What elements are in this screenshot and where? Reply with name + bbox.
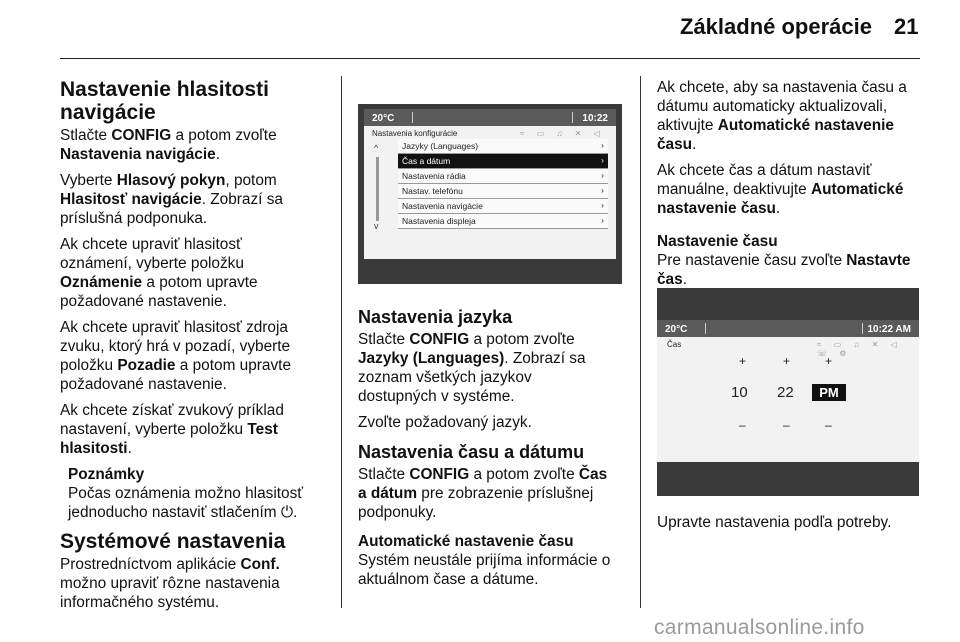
divider [705, 323, 706, 334]
bold-term: Čas [578, 466, 608, 483]
menu-item[interactable] [398, 169, 608, 184]
text: . [293, 504, 298, 521]
divider [862, 323, 863, 334]
column-right [657, 78, 925, 296]
text: zoznam všetkých jazykov [358, 369, 532, 386]
heading-system-settings: Systémové nastavenia [60, 530, 286, 553]
text: Prostredníctvom aplikácie [60, 556, 241, 573]
status-bar [657, 320, 919, 337]
paragraph [358, 330, 632, 406]
text: a potom zvoľte [469, 331, 575, 348]
paragraph [358, 465, 632, 522]
scroll-down-icon[interactable]: v [374, 221, 379, 231]
text: nastavení, vyberte položku [60, 421, 248, 438]
paragraph [60, 235, 332, 311]
column-right-bottom [657, 513, 925, 539]
minute-value: 22 [777, 384, 794, 401]
bold-term: CONFIG [409, 331, 470, 348]
paragraph: Zvoľte požadovaný jazyk. [358, 414, 532, 431]
text: . Zobrazí sa [504, 350, 586, 367]
paragraph: Upravte nastavenia podľa potreby. [657, 514, 892, 531]
paragraph [657, 78, 925, 154]
paragraph [60, 171, 332, 228]
text: . [692, 136, 697, 153]
hour-minus-button[interactable]: – [739, 418, 746, 432]
text: . [682, 271, 687, 288]
chevron-right-icon: › [601, 140, 604, 150]
paragraph [657, 251, 925, 289]
menu-item-label: Jazyky (Languages) [402, 141, 479, 151]
menu-item-label: Nastavenia navigácie [402, 201, 483, 211]
column-left [60, 78, 332, 619]
text: . Zobrazí sa [201, 191, 283, 208]
bold-term: Oznámenie [60, 274, 143, 291]
screen-subtitle: Čas [667, 340, 682, 349]
bold-term: čas [657, 271, 683, 288]
text: Ak chcete upraviť hlasitosť [60, 236, 242, 253]
text: Ak chcete čas a dátum nastaviť [657, 162, 872, 179]
bold-term: a dátum [358, 485, 418, 502]
text: Stlačte [358, 331, 410, 348]
text: Stlačte [358, 466, 410, 483]
paragraph [60, 126, 332, 164]
text: dostupných v systéme. [358, 388, 515, 405]
heading-navigation-volume: Nastavenie hlasitosti navigácie [60, 78, 269, 124]
text: príslušná podponuka. [60, 210, 208, 227]
heading-language-settings: Nastavenia jazyka [358, 307, 513, 327]
text: Počas oznámenia možno hlasitosť [68, 485, 304, 502]
text: zvuku, ktorý hrá v pozadí, vyberte [60, 338, 291, 355]
text: . [215, 146, 220, 163]
bold-term: hlasitosti [60, 440, 128, 457]
text: manuálne, deaktivujte [657, 181, 812, 198]
screen-subtitle: Nastavenia konfigurácie [372, 129, 458, 138]
heading-auto-time: Automatické nastavenie času [358, 533, 574, 550]
text: Ak chcete získať zvukový príklad [60, 402, 284, 419]
screenshot-time-setting [657, 288, 919, 496]
chevron-right-icon: › [601, 200, 604, 210]
ampm-minus-button[interactable]: – [825, 418, 832, 432]
text: , potom [225, 172, 277, 189]
bold-term: CONFIG [111, 127, 172, 144]
bold-term: Conf. [240, 556, 280, 573]
divider [572, 112, 573, 123]
text: požadované nastavenie. [60, 293, 227, 310]
paragraph [657, 161, 925, 218]
text: a potom zvoľte [469, 466, 579, 483]
bold-term: Hlasový pokyn [116, 172, 226, 189]
chevron-right-icon: › [601, 170, 604, 180]
page-number: 21 [894, 14, 919, 39]
note-block [60, 465, 332, 522]
heading-time-date-settings: Nastavenia času a dátumu [358, 442, 585, 462]
text: podponuky. [358, 504, 437, 521]
temperature: 20°C [372, 113, 395, 124]
clock: 10:22 [582, 113, 608, 124]
text: možno upraviť rôzne nastavenia [60, 575, 280, 592]
minute-plus-button[interactable]: + [783, 354, 791, 368]
paragraph [60, 555, 332, 612]
bold-term: Hlasitosť navigácie [60, 191, 202, 208]
menu-item[interactable] [398, 154, 608, 169]
menu-item[interactable] [398, 214, 608, 229]
text: informačného systému. [60, 594, 220, 611]
divider [412, 112, 413, 123]
text: aktivujte [657, 117, 718, 134]
menu-item-label: Čas a dátum [402, 156, 451, 166]
text: Stlačte [60, 127, 112, 144]
menu-item-label: Nastavenia rádia [402, 171, 466, 181]
bold-term: Test [247, 421, 278, 438]
bold-term: Automatické [811, 181, 904, 198]
note-title: Poznámky [68, 466, 145, 483]
clock: 10:22 AM [867, 324, 911, 335]
paragraph [60, 318, 332, 394]
bold-term: Nastavte [846, 252, 911, 269]
text: oznámení, vyberte položku [60, 255, 244, 272]
header-divider [60, 58, 920, 59]
menu-item[interactable] [398, 139, 608, 154]
status-bar [364, 109, 616, 126]
ampm-value: PM [812, 384, 846, 401]
bold-term: Automatické nastavenie [717, 117, 894, 134]
text: . [127, 440, 132, 457]
scrollbar[interactable] [376, 157, 379, 221]
text: dátumu automaticky aktualizovali, [657, 98, 888, 115]
menu-item[interactable] [398, 199, 608, 214]
heading-set-time: Nastavenie času [657, 233, 778, 250]
chevron-right-icon: › [601, 185, 604, 195]
menu-item-label: Nastavenia displeja [402, 216, 476, 226]
text: Ak chcete, aby sa nastavenia času a [657, 79, 907, 96]
text: Ak chcete upraviť hlasitosť zdroja [60, 319, 288, 336]
text: a potom upravte [142, 274, 258, 291]
power-icon: ⏻ [280, 504, 294, 521]
text: Pre nastavenie času zvoľte [657, 252, 847, 269]
minute-minus-button[interactable]: – [783, 418, 790, 432]
paragraph [358, 551, 632, 589]
scroll-up-icon[interactable]: ^ [374, 143, 379, 153]
text: požadované nastavenie. [60, 376, 227, 393]
paragraph [60, 401, 332, 458]
text: Systém neustále prijíma informácie o [358, 552, 611, 569]
bold-term: času [657, 136, 693, 153]
text: a potom upravte [175, 357, 291, 374]
text: Vyberte [60, 172, 117, 189]
bold-term: CONFIG [409, 466, 470, 483]
status-icons: ≈ ▭ ♫ ✕ ◁ [520, 129, 605, 138]
column-divider-1 [341, 76, 342, 608]
text: aktuálnom čase a dátume. [358, 571, 539, 588]
chevron-right-icon: › [601, 155, 604, 165]
bold-term: Nastavenia navigácie [60, 146, 216, 163]
column-middle [358, 307, 632, 596]
chevron-right-icon: › [601, 215, 604, 225]
watermark: carmanualsonline.info [654, 616, 865, 639]
text: jednoducho nastaviť stlačením [68, 504, 281, 521]
text: pre zobrazenie príslušnej [417, 485, 594, 502]
menu-item[interactable] [398, 184, 608, 199]
ampm-plus-button[interactable]: + [825, 354, 833, 368]
screenshot-config-menu [358, 104, 622, 284]
bold-term: Pozadie [117, 357, 176, 374]
temperature: 20°C [665, 324, 688, 335]
page-header-title: Základné operácie [680, 14, 872, 39]
text: . [775, 200, 781, 217]
bold-term: Jazyky (Languages) [358, 350, 505, 367]
hour-value: 10 [731, 384, 748, 401]
status-icons: ≈ ▭ ♫ ✕ ◁ ☏ ⚙ [817, 340, 902, 358]
text: položku [60, 357, 118, 374]
text: a potom zvoľte [171, 127, 277, 144]
bold-term: nastavenie času [657, 200, 776, 217]
column-divider-2 [640, 76, 641, 608]
hour-plus-button[interactable]: + [739, 354, 747, 368]
menu-item-label: Nastav. telefónu [402, 186, 463, 196]
